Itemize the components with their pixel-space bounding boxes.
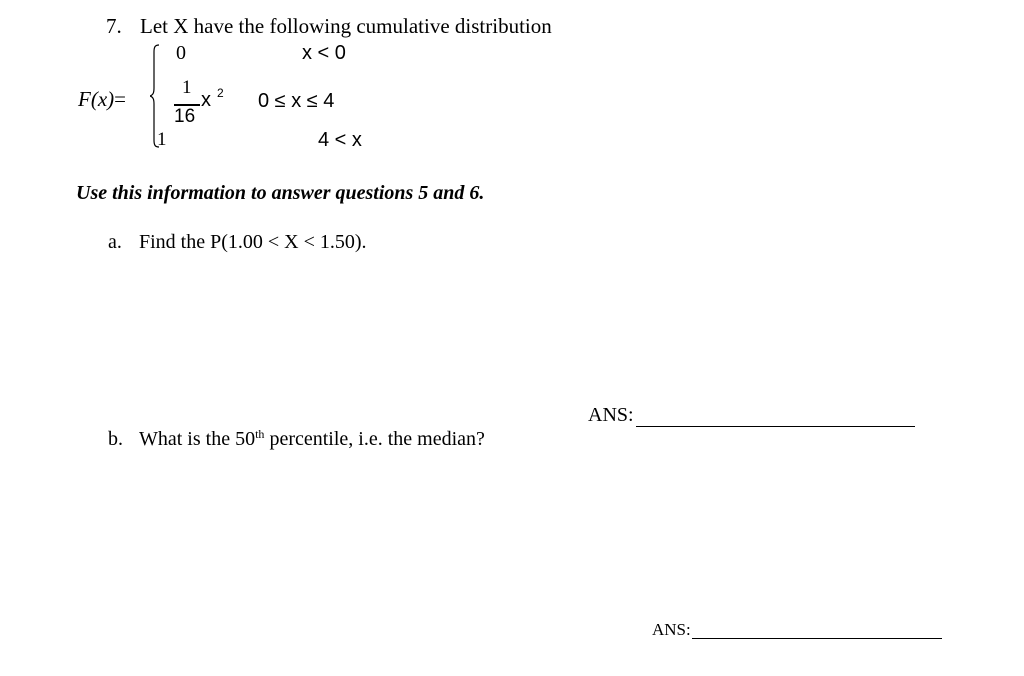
case-2-variable: x (201, 89, 211, 111)
part-a-letter: a. (108, 231, 122, 253)
case-2-numerator: 1 (182, 77, 192, 98)
case-1-value: 0 (176, 42, 186, 64)
question-stem: Let X have the following cumulative distribution (140, 14, 552, 38)
case-2-exponent: 2 (217, 86, 224, 100)
cdf-function-arg: (x) (90, 87, 115, 111)
case-1-condition: x < 0 (302, 42, 346, 64)
case-3-value: 1 (157, 129, 167, 150)
cdf-equals: = (114, 87, 126, 111)
part-b-letter: b. (108, 428, 123, 450)
instruction-text: Use this information to answer questions 5 and 6. (76, 182, 485, 204)
part-b-superscript: th (255, 427, 265, 441)
part-b-text-before: What is the 50 (139, 428, 256, 450)
cdf-function-name: F (78, 87, 91, 111)
case-2-denominator: 16 (174, 106, 196, 127)
question-number: 7. (106, 14, 122, 38)
cdf-function-label (78, 87, 126, 112)
case-3-condition: 4 < x (318, 129, 362, 151)
part-b-question (139, 428, 485, 451)
part-b-answer-line[interactable] (692, 638, 942, 639)
part-a-answer-line[interactable] (636, 426, 915, 427)
part-a-answer-label: ANS: (588, 404, 634, 426)
part-b-text-after: percentile, i.e. the median? (264, 428, 485, 450)
case-2-condition: 0 ≤ x ≤ 4 (258, 90, 335, 112)
part-a-question: Find the P(1.00 < X < 1.50). (139, 231, 367, 253)
part-b-answer-label: ANS: (652, 620, 691, 639)
